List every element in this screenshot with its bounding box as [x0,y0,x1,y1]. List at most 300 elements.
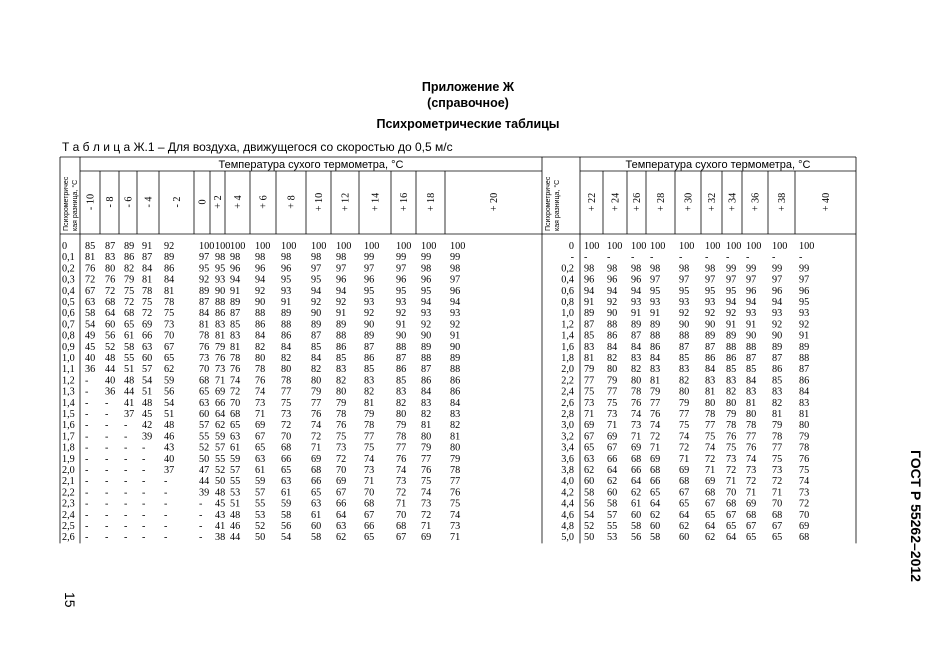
left-humidity-value: 73 [336,442,347,454]
left-humidity-value: 65 [230,420,241,432]
right-humidity-value: 55 [607,521,618,532]
left-humidity-value: 39 [142,431,153,443]
right-humidity-value: 80 [726,397,737,409]
left-humidity-value: 76 [421,465,432,476]
right-psychrometric-diff-header: Психрометричес [545,176,552,231]
left-humidity-value: 42 [142,420,153,432]
right-humidity-value: 86 [799,375,810,387]
right-humidity-value: 89 [631,319,642,331]
left-humidity-value: 79 [364,409,375,420]
left-humidity-value: - [164,521,168,532]
left-humidity-value: 98 [230,252,241,264]
left-humidity-value: - [124,487,128,499]
right-humidity-value: 60 [631,509,642,521]
left-humidity-value: 82 [336,375,347,387]
left-diff-value: 0,6 [62,308,75,320]
left-diff-value: 1,6 [62,420,75,432]
left-humidity-value: 80 [336,386,347,398]
left-humidity-value: 67 [255,431,266,443]
left-humidity-value: 68 [230,409,241,420]
right-diff-value: 3,0 [561,420,574,432]
left-humidity-value: 87 [199,297,210,308]
right-humidity-value: 69 [705,476,716,488]
right-humidity-value: 62 [607,476,618,488]
left-humidity-value: 78 [142,285,153,297]
left-humidity-value: - [105,465,109,476]
left-humidity-value: 55 [124,353,135,364]
right-humidity-value: 67 [705,498,716,510]
left-humidity-value: 79 [336,397,347,409]
right-humidity-value: 56 [584,498,595,510]
left-temp-column-header: + 12 [340,192,352,212]
right-humidity-value: 57 [607,509,618,521]
right-humidity-value: 73 [799,487,810,499]
right-humidity-value: 88 [726,341,737,353]
left-humidity-value: 68 [199,375,210,387]
right-humidity-value: 84 [631,341,642,353]
left-humidity-value: 95 [281,274,292,286]
right-humidity-value: 83 [799,397,810,409]
right-humidity-value: 96 [746,285,757,297]
left-humidity-value: 73 [364,465,375,476]
left-humidity-value: 71 [311,442,322,454]
left-diff-value: 2,1 [62,476,75,488]
left-humidity-value: 47 [199,465,210,476]
left-diff-value: 1,3 [62,386,75,398]
right-humidity-value: 82 [631,364,642,376]
left-humidity-value: 90 [255,297,266,308]
left-humidity-value: 89 [421,341,432,353]
left-humidity-value: 39 [199,487,210,499]
right-humidity-value: 87 [705,341,716,353]
right-humidity-value: 76 [726,431,737,443]
left-humidity-value: 70 [230,397,241,409]
left-humidity-value: 100 [199,241,215,252]
left-temp-column-header: - 6 [123,196,135,208]
left-humidity-value: 85 [364,364,375,376]
right-temp-column-header: + 32 [707,192,718,212]
left-humidity-value: 93 [364,297,375,308]
right-humidity-value: 83 [650,364,661,376]
right-humidity-value: 92 [726,308,737,320]
left-humidity-value: 89 [311,319,322,331]
right-humidity-value: 89 [772,341,783,353]
left-humidity-value: 88 [421,353,432,364]
left-humidity-value: 63 [199,397,210,409]
right-humidity-value: 80 [607,364,618,376]
right-humidity-value: 65 [650,487,661,499]
right-humidity-value: 79 [650,386,661,398]
right-humidity-value: 71 [650,442,661,454]
right-humidity-value: 87 [631,330,642,342]
left-humidity-value: 100 [421,241,437,252]
right-humidity-value: 82 [772,397,783,409]
right-humidity-value: 85 [584,330,595,342]
right-humidity-value: 79 [584,364,595,376]
left-humidity-value: 44 [105,364,116,376]
left-humidity-value: 43 [215,509,226,521]
right-humidity-value: 97 [799,274,810,286]
right-humidity-value: 60 [679,532,690,544]
right-humidity-value: 76 [746,442,757,454]
left-humidity-value: 94 [421,297,432,308]
left-humidity-value: 58 [85,308,96,320]
left-humidity-value: 72 [281,420,292,432]
right-humidity-value: 72 [726,465,737,476]
left-temp-column-header: - 8 [105,196,116,208]
left-humidity-value: 65 [124,319,135,331]
right-humidity-value: 72 [679,442,690,454]
right-humidity-value: 53 [607,532,618,544]
left-humidity-value: 59 [164,375,175,387]
left-humidity-value: 74 [230,375,241,387]
right-humidity-value: 98 [705,263,716,275]
left-humidity-value: - [124,465,128,476]
right-temp-column-header: + 40 [821,192,832,212]
right-humidity-value: 58 [631,521,642,532]
right-humidity-value: 89 [799,341,810,353]
left-humidity-value: 71 [255,409,266,420]
right-humidity-value: 64 [679,509,690,521]
left-humidity-value: 86 [164,263,175,275]
right-humidity-value: 100 [650,241,666,252]
left-humidity-value: 68 [124,308,135,320]
right-diff-value: 2,6 [561,397,574,409]
document-code: ГОСТ Р 55262–2012 [908,450,924,582]
right-humidity-value: 62 [631,487,642,499]
right-humidity-value: 67 [772,521,783,532]
left-humidity-value: - [85,509,89,521]
right-humidity-value: 100 [726,241,742,252]
right-humidity-value: 60 [650,521,661,532]
right-humidity-value: - [705,252,709,264]
left-humidity-value: 99 [364,252,375,264]
right-humidity-value: 93 [631,297,642,308]
left-humidity-value: 68 [281,442,292,454]
left-humidity-value: 73 [164,319,175,331]
right-diff-value: 4,8 [561,521,574,532]
left-temp-column-header: + 4 [233,195,244,209]
left-humidity-value: 80 [450,442,461,454]
right-humidity-value: 95 [705,285,716,297]
left-humidity-value: - [124,521,128,532]
left-humidity-value: 49 [85,330,96,342]
right-humidity-value: 89 [705,330,716,342]
left-humidity-value: 71 [215,375,226,387]
right-humidity-value: 79 [726,409,737,420]
left-humidity-value: 86 [124,252,135,264]
right-humidity-value: 65 [679,498,690,510]
left-humidity-value: 51 [142,386,153,398]
right-humidity-value: 52 [584,521,595,532]
left-humidity-value: 80 [311,375,322,387]
left-humidity-value: 65 [364,532,375,544]
right-humidity-value: 80 [679,386,690,398]
left-humidity-value: 66 [142,330,153,342]
right-humidity-value: 65 [746,532,757,544]
left-humidity-value: 71 [364,476,375,488]
right-diff-value: 3,8 [561,465,574,476]
left-humidity-value: 52 [199,442,210,454]
left-humidity-value: 76 [105,274,116,286]
right-humidity-value: 64 [631,476,642,488]
right-humidity-value: 58 [584,487,595,499]
left-humidity-value: 100 [281,241,297,252]
right-temp-column-header: + 28 [656,192,667,212]
right-humidity-value: 58 [607,498,618,510]
left-diff-value: 1,8 [62,442,75,454]
left-humidity-value: - [105,532,109,544]
left-humidity-value: 74 [364,453,375,465]
left-temp-column-header: + 8 [286,195,298,209]
right-temp-column-header: + 24 [610,192,622,212]
right-humidity-value: 75 [679,420,690,432]
right-humidity-value: - [746,252,750,264]
left-humidity-value: 66 [311,476,322,488]
left-humidity-value: 73 [450,521,461,532]
left-humidity-value: - [164,509,168,521]
left-humidity-value: 65 [199,386,210,398]
left-humidity-value: 37 [164,465,175,476]
right-humidity-value: 79 [799,431,810,443]
left-humidity-value: - [105,476,109,488]
right-humidity-value: - [631,252,635,264]
left-diff-value: 0 [62,241,68,252]
left-humidity-value: 94 [255,274,266,286]
right-humidity-value: 68 [650,465,661,476]
right-humidity-value: 65 [772,532,783,544]
left-humidity-value: 36 [105,386,116,398]
left-humidity-value: 61 [230,442,241,454]
right-humidity-value: 96 [631,274,642,286]
left-humidity-value: 78 [255,364,266,376]
left-humidity-value: 91 [336,308,347,320]
left-humidity-value: 82 [396,397,407,409]
left-humidity-value: 89 [450,353,461,364]
right-humidity-value: 90 [746,330,757,342]
right-humidity-value: 73 [772,465,783,476]
left-humidity-value: 79 [450,453,461,465]
right-humidity-value: 69 [746,498,757,510]
left-psychrometric-diff-header: Психрометричес [63,176,70,231]
right-humidity-value: 73 [631,420,642,432]
right-humidity-value: 81 [584,353,595,364]
left-humidity-value: 76 [199,341,210,353]
left-humidity-value: 63 [255,453,266,465]
right-temp-column-header: + 34 [727,192,739,212]
left-humidity-value: 75 [281,397,292,409]
left-humidity-value: - [164,498,168,510]
right-humidity-value: 77 [705,420,716,432]
left-diff-value: 0,8 [62,330,75,342]
right-humidity-value: 62 [650,509,661,521]
left-humidity-value: 45 [142,409,153,420]
left-humidity-value: 73 [255,397,266,409]
right-humidity-value: 60 [607,487,618,499]
left-humidity-value: 83 [336,364,347,376]
right-humidity-value: 84 [799,386,810,398]
left-humidity-value: 79 [421,442,432,454]
left-humidity-value: 81 [215,330,226,342]
left-humidity-value: 95 [215,263,226,275]
right-humidity-value: 73 [726,453,737,465]
left-humidity-value: 78 [230,353,241,364]
right-humidity-value: 72 [799,498,810,510]
right-humidity-value: 62 [705,532,716,544]
left-humidity-value: 79 [215,341,226,353]
left-diff-value: 0,9 [62,341,75,353]
left-humidity-value: 84 [255,330,266,342]
left-humidity-value: 84 [421,386,432,398]
left-humidity-value: 69 [311,453,322,465]
left-humidity-value: 57 [230,465,241,476]
left-humidity-value: 57 [199,420,210,432]
left-humidity-value: 95 [311,274,322,286]
left-humidity-value: - [124,476,128,488]
left-humidity-value: 98 [336,252,347,264]
right-diff-value: 2,2 [561,375,574,387]
left-humidity-value: 77 [281,386,292,398]
left-humidity-value: 55 [215,453,226,465]
left-humidity-value: 50 [199,453,210,465]
left-humidity-value: 74 [396,465,407,476]
left-diff-value: 1,0 [62,353,75,364]
left-humidity-value: - [105,521,109,532]
left-humidity-value: 72 [336,453,347,465]
right-humidity-value: 92 [607,297,618,308]
left-humidity-value: 73 [215,364,226,376]
left-humidity-value: 97 [396,263,407,275]
right-humidity-value: 97 [772,274,783,286]
left-humidity-value: 86 [336,341,347,353]
right-humidity-value: 83 [679,364,690,376]
left-humidity-value: 86 [396,364,407,376]
left-humidity-value: 82 [450,420,461,432]
right-temp-column-header: + 36 [750,192,762,212]
left-humidity-value: 87 [421,364,432,376]
left-humidity-value: 66 [281,453,292,465]
right-humidity-value: 81 [799,409,810,420]
left-humidity-value: 84 [164,274,175,286]
left-humidity-value: 70 [396,509,407,521]
left-humidity-value: 90 [215,285,226,297]
right-humidity-value: 78 [631,386,642,398]
left-humidity-value: 78 [281,375,292,387]
right-humidity-value: 94 [584,285,595,297]
left-humidity-value: 67 [85,285,96,297]
right-humidity-value: 83 [726,375,737,387]
left-humidity-value: 71 [421,521,432,532]
left-humidity-value: 83 [364,375,375,387]
right-humidity-value: 93 [746,308,757,320]
right-humidity-value: 68 [631,453,642,465]
left-diff-value: 0,1 [62,252,75,264]
left-humidity-value: 93 [396,297,407,308]
left-humidity-value: - [85,397,89,409]
left-humidity-value: 86 [364,353,375,364]
right-humidity-value: 78 [772,431,783,443]
left-humidity-value: 79 [124,274,135,286]
left-humidity-value: 54 [281,532,292,544]
right-humidity-value: 100 [746,241,762,252]
left-diff-value: 2,3 [62,498,75,510]
right-humidity-value: 94 [631,285,642,297]
left-humidity-value: 63 [336,521,347,532]
left-temperature-title: Температура сухого термометра, °С [218,159,404,171]
left-humidity-value: 89 [336,319,347,331]
left-humidity-value: 78 [364,420,375,432]
right-diff-value: 4,0 [561,476,574,488]
left-humidity-value: - [105,409,109,420]
left-diff-value: 0,3 [62,274,75,286]
left-humidity-value: 88 [255,308,266,320]
left-diff-value: 1,2 [62,375,75,387]
left-humidity-value: 87 [230,308,241,320]
left-humidity-value: 92 [199,274,210,286]
left-humidity-value: 83 [230,330,241,342]
left-humidity-value: 100 [255,241,271,252]
left-humidity-value: 59 [255,476,266,488]
right-humidity-value: 74 [650,420,661,432]
right-humidity-value: 68 [772,509,783,521]
left-humidity-value: 40 [105,375,116,387]
left-humidity-value: 85 [85,241,96,252]
right-humidity-value: 65 [726,521,737,532]
right-humidity-value: 90 [772,330,783,342]
right-diff-value: 1,8 [561,353,574,364]
left-humidity-value: - [142,521,146,532]
left-humidity-value: 92 [311,297,322,308]
right-humidity-value: 91 [584,297,595,308]
right-humidity-value: 67 [584,431,595,443]
left-temp-column-header: + 20 [489,192,500,212]
left-humidity-value: - [85,498,89,510]
left-humidity-value: 98 [215,252,226,264]
right-diff-value: 0,8 [561,297,574,308]
right-humidity-value: 89 [726,330,737,342]
left-humidity-value: 88 [336,330,347,342]
left-humidity-value: 86 [421,375,432,387]
right-humidity-value: 81 [650,375,661,387]
left-humidity-value: 46 [164,431,175,443]
left-humidity-value: 76 [336,420,347,432]
left-humidity-value: 80 [105,263,116,275]
left-temp-column-header: + 10 [314,192,325,212]
left-humidity-value: 96 [281,263,292,275]
right-humidity-value: 100 [772,241,788,252]
right-humidity-value: 66 [607,453,618,465]
left-humidity-value: 99 [421,252,432,264]
left-humidity-value: 43 [164,442,175,454]
left-humidity-value: 91 [230,285,241,297]
left-humidity-value: - [142,453,146,465]
right-humidity-value: 92 [679,308,690,320]
right-humidity-value: 87 [679,341,690,353]
left-humidity-value: 84 [199,308,210,320]
left-humidity-value: - [85,521,89,532]
left-humidity-value: 90 [450,341,461,353]
left-humidity-value: 80 [421,431,432,443]
left-humidity-value: 57 [215,442,226,454]
left-humidity-value: - [124,453,128,465]
right-diff-value: 1,0 [561,308,574,320]
right-humidity-value: 79 [679,397,690,409]
left-humidity-value: - [85,431,89,443]
left-humidity-value: 94 [230,274,241,286]
left-humidity-value: 62 [336,532,347,544]
right-diff-value: 3,4 [561,442,574,454]
left-humidity-value: 84 [281,341,292,353]
